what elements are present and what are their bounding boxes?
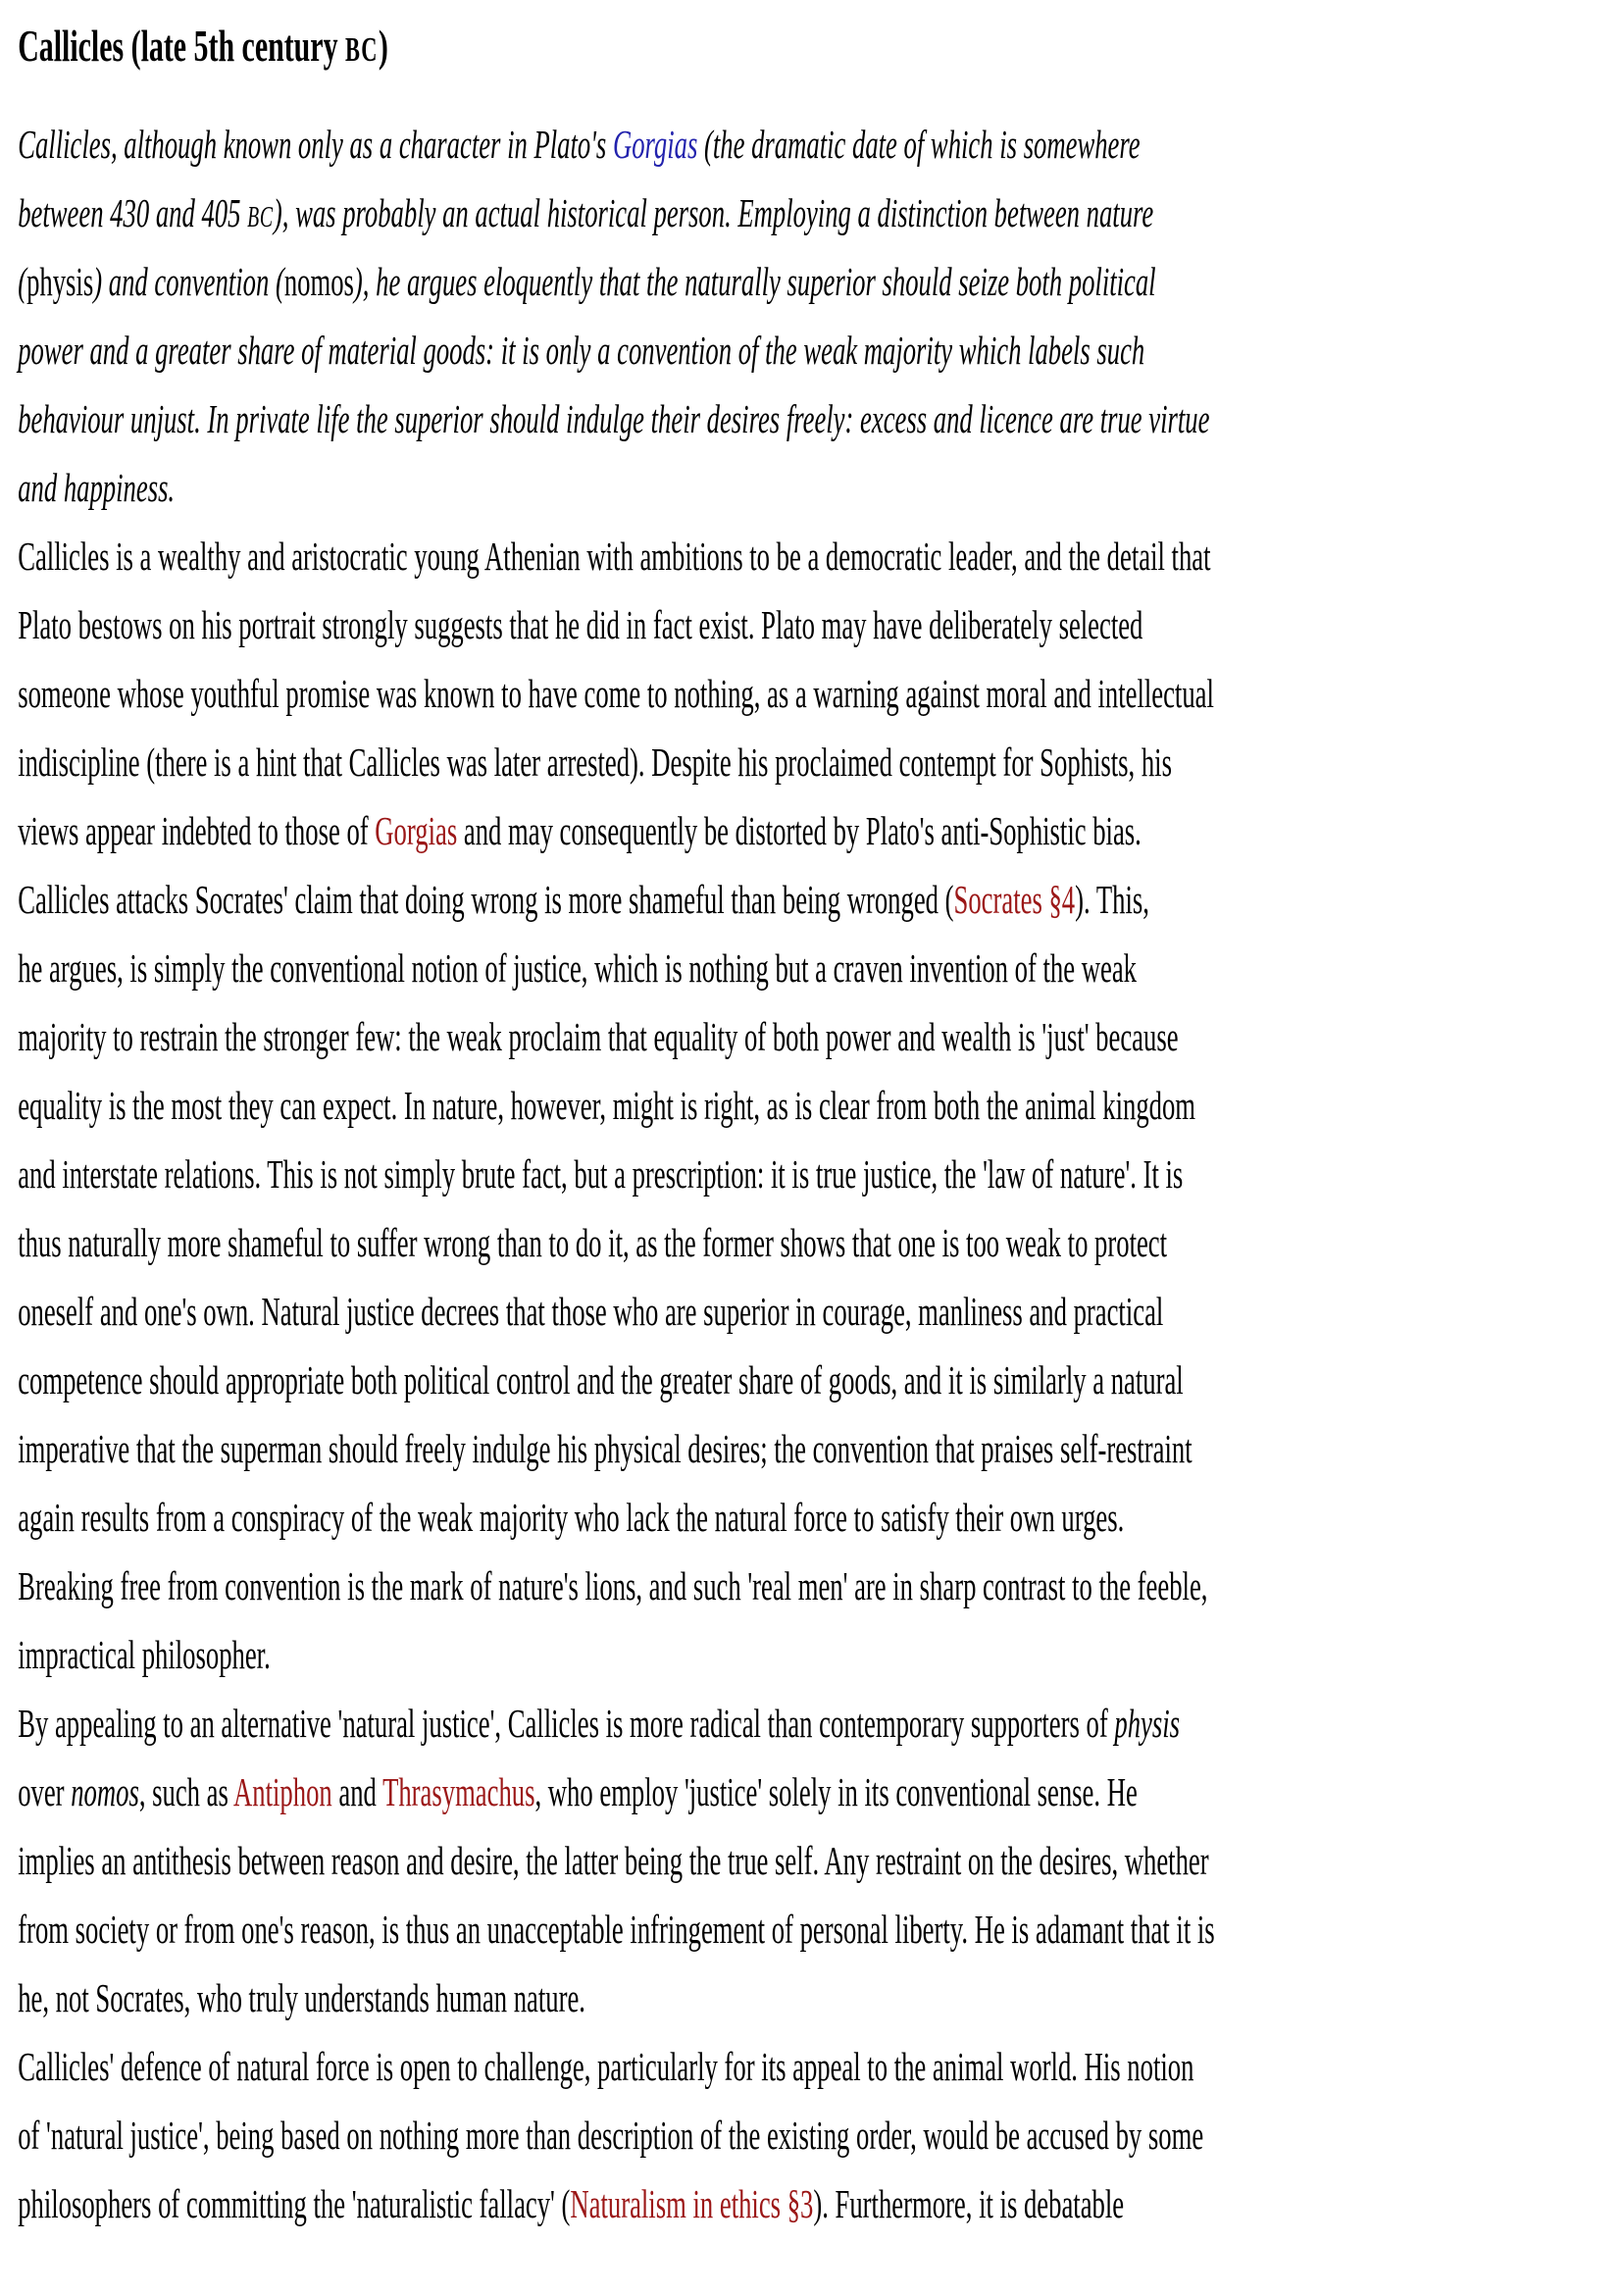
text-run: By appealing to an alternative 'natural justice', Callicles is more radical than contemporary supporters of	[18, 1701, 1115, 1746]
text-line	[18, 1414, 1624, 1483]
text-run: and may consequently be distorted by Plato's anti-Sophistic bias.	[457, 808, 1142, 853]
text-run: ). This,	[1075, 877, 1149, 922]
text-line	[18, 247, 1624, 316]
link-naturalism-in-ethics-s3[interactable]: Naturalism in ethics §3	[570, 2181, 814, 2226]
text-run: Plato bestows on his portrait strongly suggests that he did in fact exist. Plato may have deliberately selected	[18, 602, 1143, 647]
text-run: Callicles, although known only as a character in Plato's	[18, 122, 613, 167]
text-run: imperative that the superman should freely indulge his physical desires; the convention that praises self-restraint	[18, 1426, 1193, 1471]
article-heading	[18, 12, 1624, 84]
text-run: )	[378, 21, 388, 71]
text-run: ). Furthermore, it is debatable	[813, 2181, 1125, 2226]
text-run: views appear indebted to those of	[18, 808, 376, 853]
text-run: majority to restrain the stronger few: the weak proclaim that equality of both power and wealth is 'just' because	[18, 1014, 1179, 1059]
text-line	[18, 1071, 1624, 1140]
intro-paragraph	[18, 110, 1624, 522]
paragraph-biography	[18, 522, 1624, 865]
text-line	[18, 1552, 1624, 1620]
text-line	[18, 1346, 1624, 1414]
text-run: Callicles (late 5th century	[18, 21, 346, 71]
text-run: someone whose youthful promise was known to have come to nothing, as a warning against moral and intellectual	[18, 671, 1214, 716]
text-run: over	[18, 1769, 72, 1814]
text-line	[18, 1689, 1624, 1758]
text-run: Callicles' defence of natural force is open to challenge, particularly for its appeal to the animal world. His notion	[18, 2044, 1194, 2089]
text-run: physis	[1114, 1701, 1180, 1746]
text-run: nomos	[71, 1769, 139, 1814]
link-gorgias[interactable]: Gorgias	[612, 122, 698, 167]
text-line	[18, 1826, 1624, 1895]
text-run: and	[331, 1769, 383, 1814]
text-line	[18, 659, 1624, 728]
text-run: he, not Socrates, who truly understands human nature.	[18, 1975, 585, 2020]
text-run: , who employ 'justice' solely in its conventional sense. He	[534, 1769, 1138, 1814]
article-body	[18, 110, 1624, 2238]
text-run: between 430 and 405	[18, 190, 248, 235]
paragraph-challenge	[18, 2032, 1624, 2238]
paragraph-lions	[18, 1552, 1624, 1689]
text-run: ), he argues eloquently that the naturally superior should seize both political	[353, 259, 1156, 304]
text-line	[18, 590, 1624, 659]
text-line	[18, 1140, 1624, 1208]
text-run: Breaking free from convention is the mark of nature's lions, and such 'real men' are in sharp contrast to the feeble,	[18, 1563, 1208, 1608]
text-run: ) and convention (	[93, 259, 284, 304]
link-antiphon[interactable]: Antiphon	[233, 1769, 332, 1814]
text-line	[18, 178, 1624, 247]
text-run: and happiness.	[18, 465, 176, 510]
text-run: (	[18, 259, 27, 304]
text-line	[18, 1895, 1624, 1963]
text-line	[18, 865, 1624, 934]
text-run: implies an antithesis between reason and desire, the latter being the true self. Any restraint on the desires, whether	[18, 1838, 1209, 1883]
text-run: from society or from one's reason, is thus an unacceptable infringement of personal liberty. He is adamant that it is	[18, 1907, 1215, 1952]
text-run: physis	[26, 259, 94, 304]
text-run: indiscipline (there is a hint that Callicles was later arrested). Despite his proclaimed contempt for Sophists, his	[18, 739, 1172, 785]
text-line	[18, 2032, 1624, 2101]
link-thrasymachus[interactable]: Thrasymachus	[382, 1769, 535, 1814]
text-run: philosophers of committing the 'naturalistic fallacy' (	[18, 2181, 571, 2226]
text-run: ), was probably an actual historical person. Employing a distinction between nature	[273, 190, 1154, 235]
text-line	[18, 796, 1624, 865]
text-line	[18, 384, 1624, 453]
paragraph-natural-justice	[18, 865, 1624, 1552]
text-run: BC	[247, 200, 274, 233]
link-gorgias-2[interactable]: Gorgias	[375, 808, 458, 853]
text-run: again results from a conspiracy of the weak majority who lack the natural force to satisfy their own urges.	[18, 1495, 1125, 1540]
text-line	[18, 316, 1624, 384]
link-socrates-s4[interactable]: Socrates §4	[953, 877, 1076, 922]
text-run: BC	[345, 31, 379, 69]
text-line	[18, 453, 1624, 522]
paragraph-physis-nomos	[18, 1689, 1624, 2032]
text-run: Callicles is a wealthy and aristocratic young Athenian with ambitions to be a democratic leader, and the detail that	[18, 534, 1211, 579]
text-line	[18, 110, 1624, 178]
text-run: impractical philosopher.	[18, 1632, 271, 1677]
text-run: of 'natural justice', being based on nothing more than description of the existing order, would be accused by some	[18, 2113, 1204, 2158]
text-line	[18, 1002, 1624, 1071]
text-line	[18, 934, 1624, 1002]
text-line	[18, 522, 1624, 590]
text-line	[18, 1277, 1624, 1346]
text-line	[18, 2169, 1624, 2238]
text-run: nomos	[283, 259, 354, 304]
text-line	[18, 1483, 1624, 1552]
text-run: (the dramatic date of which is somewhere	[697, 122, 1141, 167]
text-run: , such as	[138, 1769, 234, 1814]
text-run: Callicles attacks Socrates' claim that doing wrong is more shameful than being wronged (	[18, 877, 954, 922]
text-line	[18, 2101, 1624, 2169]
text-line	[18, 1963, 1624, 2032]
text-run: thus naturally more shameful to suffer wrong than to do it, as the former shows that one is too weak to protect	[18, 1220, 1168, 1265]
text-run: power and a greater share of material goods: it is only a convention of the weak majority which labels such	[18, 328, 1145, 373]
text-line	[18, 1758, 1624, 1826]
text-line	[18, 1208, 1624, 1277]
text-line	[18, 728, 1624, 796]
text-line	[18, 1620, 1624, 1689]
text-run: competence should appropriate both political control and the greater share of goods, and it is similarly a natural	[18, 1357, 1184, 1402]
text-run: and interstate relations. This is not simply brute fact, but a prescription: it is true justice, the 'law of nature'. It is	[18, 1151, 1184, 1197]
text-run: oneself and one's own. Natural justice decrees that those who are superior in courage, manliness and practical	[18, 1289, 1164, 1334]
text-run: behaviour unjust. In private life the superior should indulge their desires freely: excess and licence are true virtue	[18, 396, 1210, 441]
text-run: equality is the most they can expect. In nature, however, might is right, as is clear from both the animal kingdom	[18, 1083, 1196, 1128]
text-run: he argues, is simply the conventional notion of justice, which is nothing but a craven invention of the weak	[18, 945, 1137, 991]
